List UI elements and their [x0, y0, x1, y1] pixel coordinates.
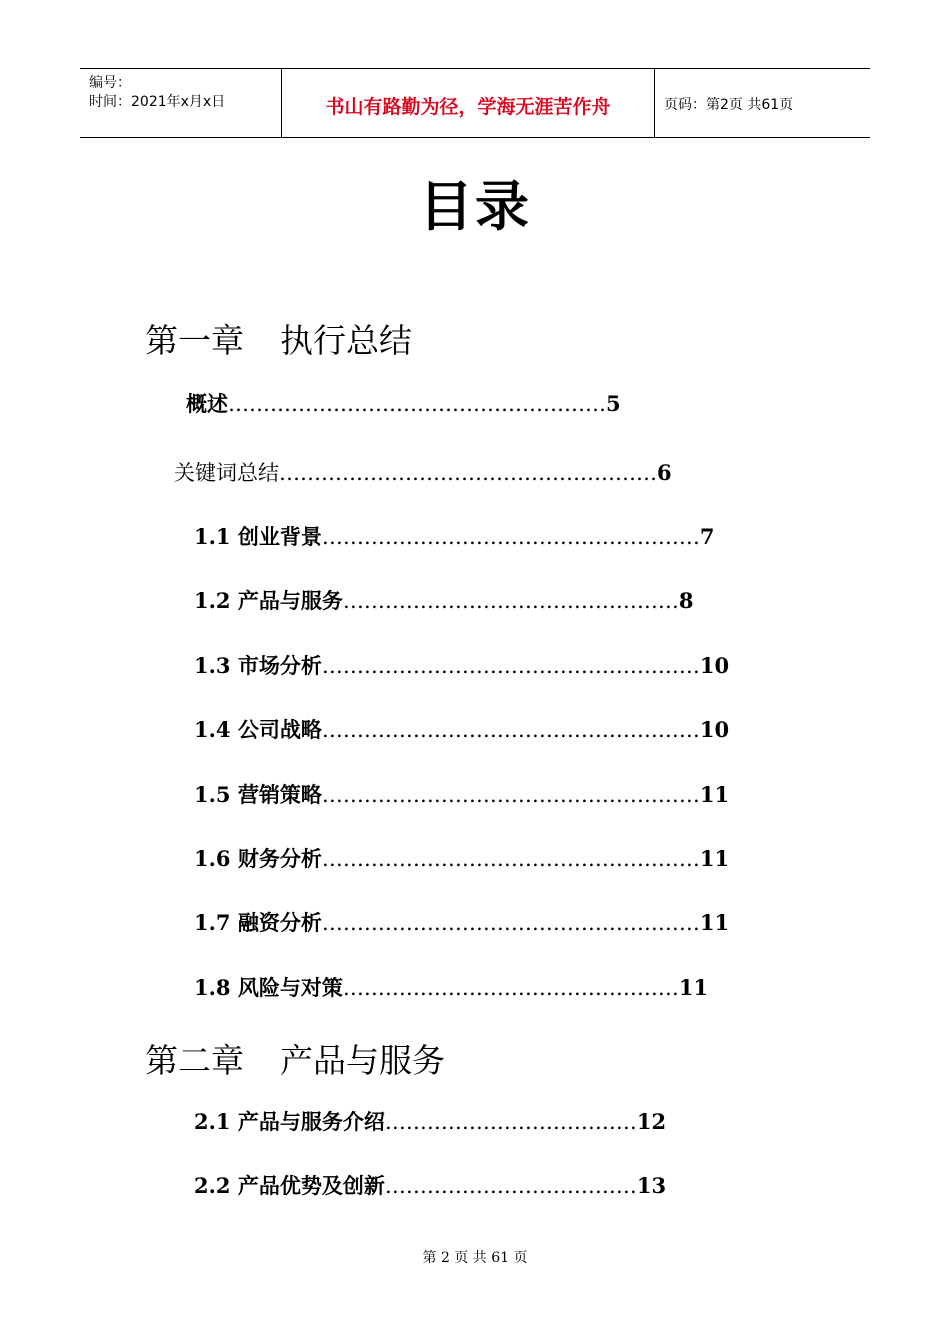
toc-entry-label: 2.1 产品与服务介绍 — [194, 1109, 385, 1134]
toc-leader-dots: ……………………………………………… — [321, 654, 700, 678]
page-header — [80, 68, 870, 138]
toc-entry[interactable] — [194, 526, 714, 548]
toc-page-number: 11 — [678, 975, 709, 1000]
toc-leader-dots: ………………………………………… — [342, 976, 679, 1000]
toc-page-number: 5 — [606, 391, 621, 416]
header-motto-cell — [282, 69, 655, 137]
toc-page-number: 11 — [699, 910, 730, 935]
toc-entry[interactable] — [194, 719, 729, 741]
toc-page-number: 11 — [699, 846, 730, 871]
number-label: 编号： — [89, 75, 131, 91]
toc-entry-label: 2.2 产品优势及创新 — [194, 1173, 385, 1198]
motto-text: 书山有路勤为径，学海无涯苦作舟 — [325, 96, 611, 118]
header-info-cell — [80, 69, 282, 137]
toc-leader-dots: ……………………………………………… — [321, 525, 700, 549]
toc-entry-label: 1.8 风险与对策 — [194, 975, 343, 1000]
toc-page-number: 12 — [636, 1109, 667, 1134]
toc-entry-label: 1.3 市场分析 — [194, 653, 322, 678]
toc-entry[interactable] — [186, 393, 621, 415]
toc-page-number: 7 — [699, 524, 715, 549]
toc-entry[interactable] — [194, 912, 729, 934]
toc-page-number: 10 — [699, 653, 730, 678]
toc-leader-dots: ……………………………………………… — [321, 718, 700, 742]
toc-leader-dots: ……………………………… — [384, 1110, 637, 1134]
toc-entry[interactable] — [194, 784, 729, 806]
toc-page-number: 10 — [699, 717, 730, 742]
toc-leader-dots: ……………………………… — [384, 1174, 637, 1198]
toc-entry[interactable] — [194, 1175, 666, 1197]
toc-entry-label: 1.6 财务分析 — [194, 846, 322, 871]
toc-page-number: 8 — [678, 588, 694, 613]
chapter-title: 执行总结 — [280, 321, 412, 360]
toc-entry[interactable] — [194, 848, 729, 870]
toc-entry-label: 1.7 融资分析 — [194, 910, 322, 935]
toc-entry-label: 1.5 营销策略 — [194, 782, 322, 807]
toc-entry[interactable] — [194, 1111, 666, 1133]
page-title: 目录 — [419, 175, 531, 238]
toc-entry[interactable] — [194, 590, 693, 612]
toc-leader-dots: ……………………………………………… — [228, 392, 606, 416]
toc-entry-label: 1.1 创业背景 — [194, 524, 322, 549]
page-info: 页码：第2页 共61页 — [664, 97, 794, 113]
toc-entry[interactable] — [194, 655, 729, 677]
toc-leader-dots: ……………………………………………… — [321, 847, 700, 871]
toc-leader-dots: ……………………………………………… — [321, 911, 700, 935]
header-page-cell — [655, 69, 870, 137]
chapter-number: 第二章 — [145, 1041, 244, 1080]
toc-page-number: 13 — [636, 1173, 667, 1198]
time-label: 时间：2021年x月x日 — [89, 94, 226, 110]
toc-page-number: 11 — [699, 782, 730, 807]
toc-leader-dots: ……………………………………………… — [279, 461, 657, 485]
chapter-title: 产品与服务 — [280, 1041, 445, 1080]
toc-entry-label: 1.2 产品与服务 — [194, 588, 343, 613]
toc-entry[interactable] — [174, 462, 672, 484]
toc-entry-label: 概述 — [186, 391, 228, 416]
chapter-1-heading — [145, 315, 412, 362]
toc-entry-label: 关键词总结 — [174, 461, 279, 485]
toc-leader-dots: ……………………………………………… — [321, 783, 700, 807]
chapter-2-heading — [145, 1035, 445, 1082]
toc-page-number: 6 — [657, 460, 672, 485]
toc-entry-label: 1.4 公司战略 — [194, 717, 322, 742]
page-footer: 第 2 页 共 61 页 — [422, 1250, 528, 1266]
toc-entry[interactable] — [194, 977, 708, 999]
chapter-number: 第一章 — [145, 321, 244, 360]
toc-leader-dots: ………………………………………… — [342, 589, 679, 613]
